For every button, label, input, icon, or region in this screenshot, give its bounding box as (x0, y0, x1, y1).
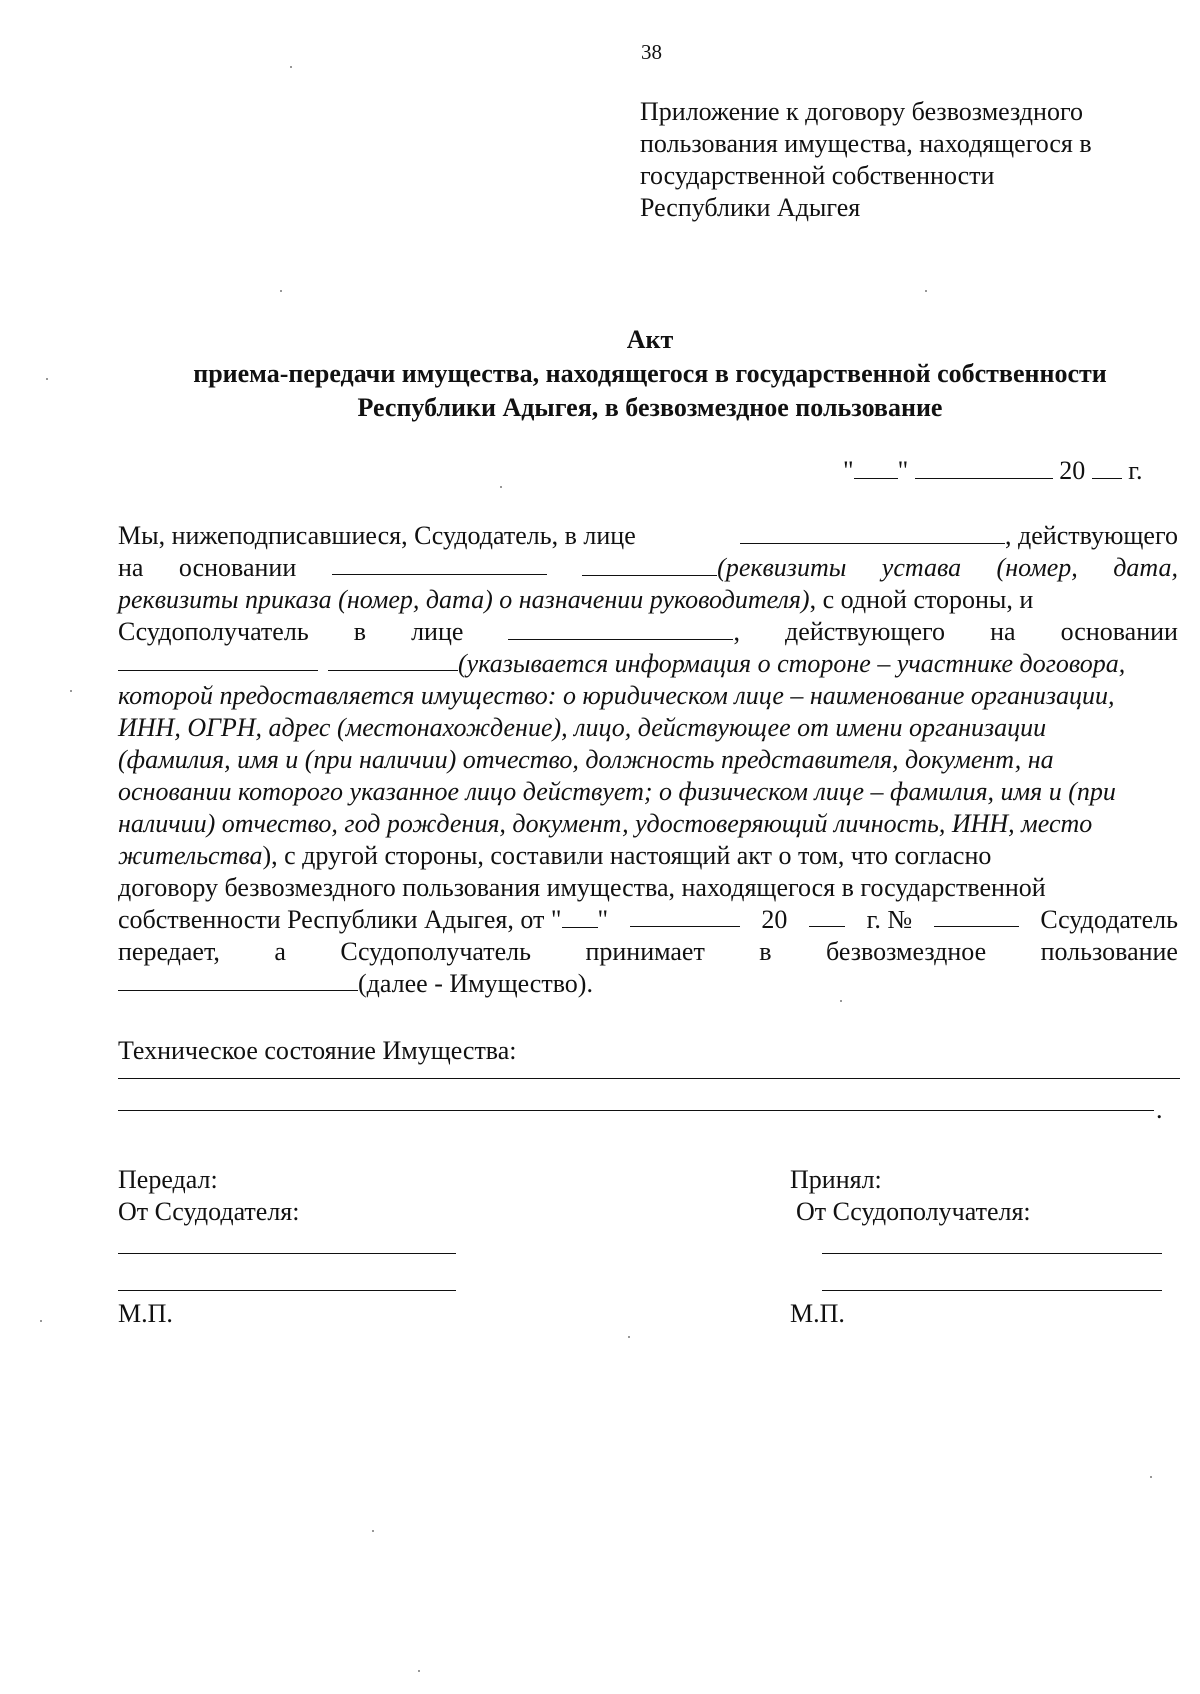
text-fragment: ), с другой стороны, составили настоящий акт о том, что согласно (262, 841, 992, 870)
text-fragment: , действующего (1005, 521, 1178, 550)
page-number: 38 (641, 40, 662, 64)
technical-condition-line (118, 1110, 1154, 1111)
text-fragment: устава (881, 553, 962, 582)
month-blank (915, 456, 1053, 479)
body-line (118, 552, 1178, 584)
property-blank (118, 968, 358, 991)
quote-close: " (897, 456, 909, 485)
text-fragment: передает, (118, 937, 220, 966)
borrower-seal-label: М.П. (790, 1299, 845, 1328)
lender-seal-label: М.П. (118, 1299, 173, 1328)
body-line (118, 904, 1178, 936)
scan-speck (46, 378, 48, 380)
text-fragment: (реквизиты (717, 553, 847, 582)
text-fragment: (далее - Имущество). (358, 969, 593, 998)
day-blank (854, 456, 898, 479)
text-fragment: а (274, 937, 286, 966)
scan-speck (280, 290, 282, 292)
year-suffix: г. (1128, 456, 1143, 485)
basis-blank-2 (582, 553, 717, 576)
from-borrower-label: От Ссудополучателя: (796, 1197, 1031, 1226)
text-fragment: пользование (1040, 937, 1178, 966)
scan-speck (628, 1336, 630, 1338)
body-line (118, 584, 1178, 616)
body-line: ИНН, ОГРН, адрес (местонахождение), лицо, действующее от имени организации (118, 713, 1047, 742)
body-line: основании которого указанное лицо действует; о физическом лице – фамилия, имя и (при (118, 777, 1116, 806)
text-fragment: действующего (785, 617, 946, 646)
appendix-line: государственной собственности (640, 161, 995, 190)
body-line (118, 648, 1178, 680)
appendix-line: пользования имущества, находящегося в (640, 129, 1092, 158)
body-line (118, 616, 1178, 648)
text-fragment: в (353, 617, 367, 646)
text-fragment: на (990, 617, 1016, 646)
borrower-basis-blank-2 (328, 648, 458, 671)
contract-year-blank (809, 904, 845, 927)
technical-condition-period: . (1156, 1095, 1163, 1124)
body-line (118, 520, 1178, 552)
date-line (843, 456, 1142, 486)
scan-speck (1150, 1476, 1152, 1478)
body-line (118, 968, 1178, 1000)
quote-open: " (843, 456, 854, 485)
contract-day-blank (562, 905, 598, 928)
lender-rep-blank (740, 521, 1005, 544)
body-line: наличии) отчество, год рождения, документ, удостоверяющий личность, ИНН, место (118, 809, 1093, 838)
technical-condition-label: Техническое состояние Имущества: (118, 1036, 517, 1065)
scan-speck (40, 1320, 42, 1322)
text-fragment: принимает (585, 937, 705, 966)
year-blank (1092, 456, 1122, 479)
body-line (118, 840, 1178, 872)
text-fragment: Ссудодатель (1040, 905, 1178, 934)
body-text (118, 520, 1178, 1000)
accepted-label: Принял: (790, 1165, 882, 1194)
document-title (0, 323, 1200, 425)
text-fragment: (указывается информация о стороне – участнике договора, (458, 649, 1126, 678)
appendix-line: Республики Адыгея (640, 193, 861, 222)
scan-speck (925, 290, 927, 292)
technical-condition-line (118, 1078, 1180, 1079)
body-line (118, 936, 1178, 968)
basis-blank (332, 552, 547, 575)
text-fragment: реквизиты приказа (номер, дата) о назначении руководителя) (118, 585, 810, 614)
scan-speck (372, 1530, 374, 1532)
text-fragment: основании (1060, 617, 1178, 646)
text-fragment: , с одной стороны, и (809, 585, 1034, 614)
text-fragment: безвозмездное (826, 937, 987, 966)
scan-speck (290, 66, 292, 68)
text-fragment: в (759, 937, 772, 966)
scan-speck (840, 1000, 842, 1002)
text-fragment: 20 (761, 905, 788, 934)
title-line: Акт (626, 325, 674, 354)
scan-speck (418, 1670, 420, 1672)
borrower-rep-blank (508, 617, 733, 640)
text-fragment: (номер, (996, 553, 1078, 582)
appendix-note (640, 96, 1092, 224)
text-fragment: Мы, нижеподписавшиеся, Ссудодатель, в лице (118, 521, 636, 550)
text-fragment: лице (411, 617, 464, 646)
scan-speck (70, 690, 72, 692)
text-fragment: на (118, 553, 144, 582)
borrower-basis-blank (118, 648, 318, 671)
text-fragment: Ссудополучатель (118, 617, 309, 646)
contract-number-blank (934, 904, 1019, 927)
title-line: приема-передачи имущества, находящегося в государственной собственности (193, 359, 1107, 388)
text-fragment: дата, (1113, 553, 1178, 582)
text-fragment: собственности Республики Адыгея, от " (118, 905, 562, 934)
text-fragment: основании (178, 553, 297, 582)
text-fragment: " (597, 905, 609, 934)
text-fragment: Ссудополучатель (340, 937, 531, 966)
scan-speck (500, 486, 502, 488)
body-line: (фамилия, имя и (при наличии) отчество, должность представителя, документ, на (118, 745, 1054, 774)
appendix-line: Приложение к договору безвозмездного (640, 97, 1083, 126)
body-line: договору безвозмездного пользования имущества, находящегося в государственной (118, 873, 1046, 902)
text-fragment: жительства (118, 841, 263, 870)
handed-over-label: Передал: (118, 1165, 218, 1194)
year-prefix: 20 (1059, 456, 1086, 485)
borrower-name-line (822, 1290, 1162, 1291)
text-fragment: , (733, 617, 740, 646)
title-line: Республики Адыгея, в безвозмездное пользование (357, 393, 943, 422)
from-lender-label: От Ссудодателя: (118, 1197, 300, 1226)
lender-name-line (118, 1290, 456, 1291)
borrower-signature-line (822, 1253, 1162, 1254)
body-line: которой предоставляется имущество: о юридическом лице – наименование организации, (118, 681, 1115, 710)
contract-month-blank (630, 904, 740, 927)
lender-signature-line (118, 1253, 456, 1254)
text-fragment: г. № (866, 905, 913, 934)
